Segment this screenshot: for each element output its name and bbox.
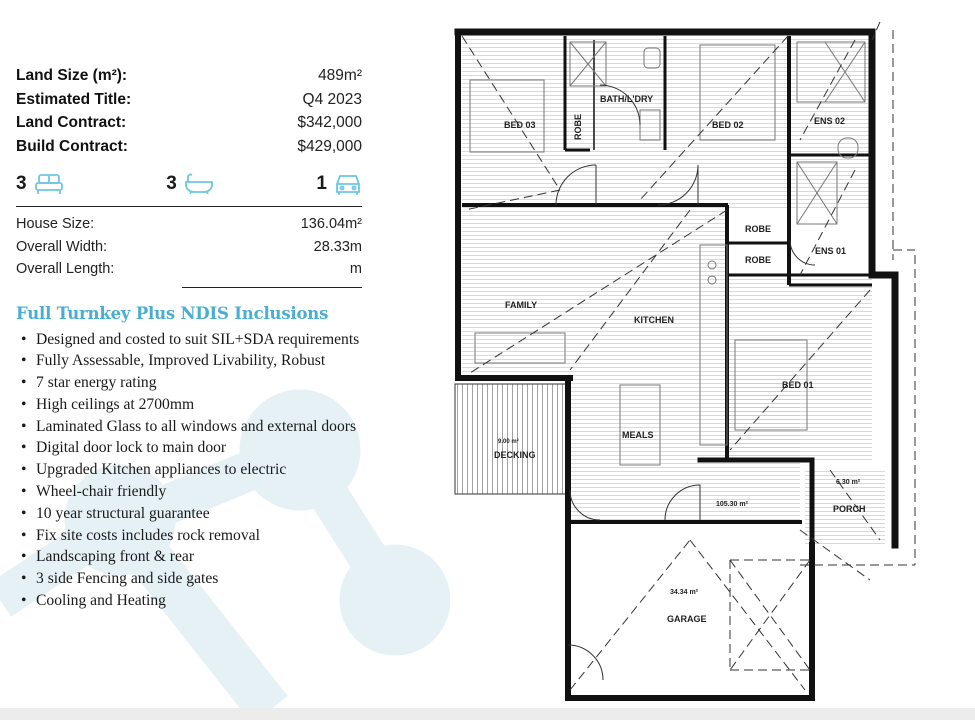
inclusion-item: • Fix site costs includes rock removal: [16, 525, 362, 547]
room-label-bath: BATH/L'DRY: [600, 94, 654, 104]
bed-icon: [34, 173, 64, 195]
room-label-decking: DECKING: [494, 450, 536, 460]
room-label-robe: ROBE: [573, 113, 583, 140]
inclusion-item: • Digital door lock to main door: [16, 437, 362, 459]
spec-value: Q4 2023: [302, 90, 362, 108]
inclusion-item: • Fully Assessable, Improved Livability, Robust: [16, 350, 362, 372]
dimension-label: House Size:: [16, 216, 95, 232]
area-label-porch: 6.30 m²: [836, 479, 861, 486]
footer-band: [0, 708, 975, 720]
divider: [182, 287, 362, 288]
spec-row-title: [16, 88, 362, 112]
bedrooms-feature: [16, 173, 64, 195]
bathtub-icon: [184, 173, 214, 195]
room-label-bed3: BED 03: [504, 120, 536, 130]
room-label-kitchen: KITCHEN: [634, 315, 674, 325]
dimension-value: m: [349, 261, 362, 277]
spec-label: Build Contract:: [16, 137, 128, 155]
floor-plan: [450, 12, 975, 708]
inclusion-item: • 10 year structural guarantee: [16, 503, 362, 525]
specs-list: [16, 64, 362, 158]
room-label-robe: ROBE: [745, 224, 772, 234]
room-label-bed1: BED 01: [782, 380, 814, 390]
room-label-garage: GARAGE: [667, 614, 707, 624]
area-label-garage: 34.34 m²: [670, 589, 699, 596]
features-row: [16, 166, 362, 202]
dimension-row-width: [16, 236, 362, 259]
spec-row-land-contract: [16, 111, 362, 135]
room-label-meals: MEALS: [622, 430, 654, 440]
bathrooms-feature: [166, 173, 214, 195]
room-label-bed2: BED 02: [712, 120, 744, 130]
inclusions-title: Full Turnkey Plus NDIS Inclusions: [16, 303, 329, 323]
room-label-porch: PORCH: [833, 504, 866, 514]
room-label-family: FAMILY: [505, 300, 538, 310]
spec-value: $342,000: [297, 114, 362, 131]
room-label-ens1: ENS 01: [815, 246, 847, 256]
dimension-row-house-size: [16, 213, 362, 236]
inclusion-item: • Wheel-chair friendly: [16, 481, 362, 503]
property-details: [16, 64, 362, 612]
inclusion-item: • Cooling and Heating: [16, 590, 362, 612]
dimension-label: Overall Width:: [16, 238, 108, 255]
garage-feature: [316, 172, 362, 196]
dimension-row-length: [16, 258, 362, 281]
area-label-decking: 9.00 m²: [498, 439, 519, 445]
spec-row-build-contract: [16, 135, 362, 159]
inclusion-item: • High ceilings at 2700mm: [16, 394, 362, 416]
area-label-living: 105.30 m²: [716, 501, 748, 508]
spec-label: Estimated Title:: [16, 90, 132, 108]
garage-count: 1: [316, 173, 327, 194]
spec-value: $429,000: [297, 137, 362, 155]
spec-label: Land Size (m²):: [16, 67, 128, 84]
inclusion-item: • Landscaping front & rear: [16, 546, 362, 568]
inclusion-item: • Upgraded Kitchen appliances to electric: [16, 459, 362, 481]
inclusion-item: • 7 star energy rating: [16, 372, 362, 394]
room-label-ens2: ENS 02: [814, 116, 846, 126]
spec-row-land-size: [16, 64, 362, 88]
dimension-value: 28.33m: [313, 238, 362, 255]
bathrooms-count: 3: [166, 173, 177, 194]
spec-value: 489m²: [318, 67, 362, 84]
inclusions-list: [16, 329, 362, 612]
inclusion-item: • Designed and costed to suit SIL+SDA requirements: [16, 329, 362, 351]
inclusion-item: • Laminated Glass to all windows and external doors: [16, 416, 362, 438]
dimension-value: 136.04m²: [300, 216, 362, 232]
dimension-label: Overall Length:: [16, 261, 115, 277]
dimensions-list: [16, 213, 362, 281]
inclusion-item: • 3 side Fencing and side gates: [16, 568, 362, 590]
bedrooms-count: 3: [16, 173, 27, 194]
divider: [16, 206, 362, 207]
spec-label: Land Contract:: [16, 114, 127, 131]
room-label-robe: ROBE: [745, 255, 772, 265]
car-icon: [334, 172, 362, 196]
